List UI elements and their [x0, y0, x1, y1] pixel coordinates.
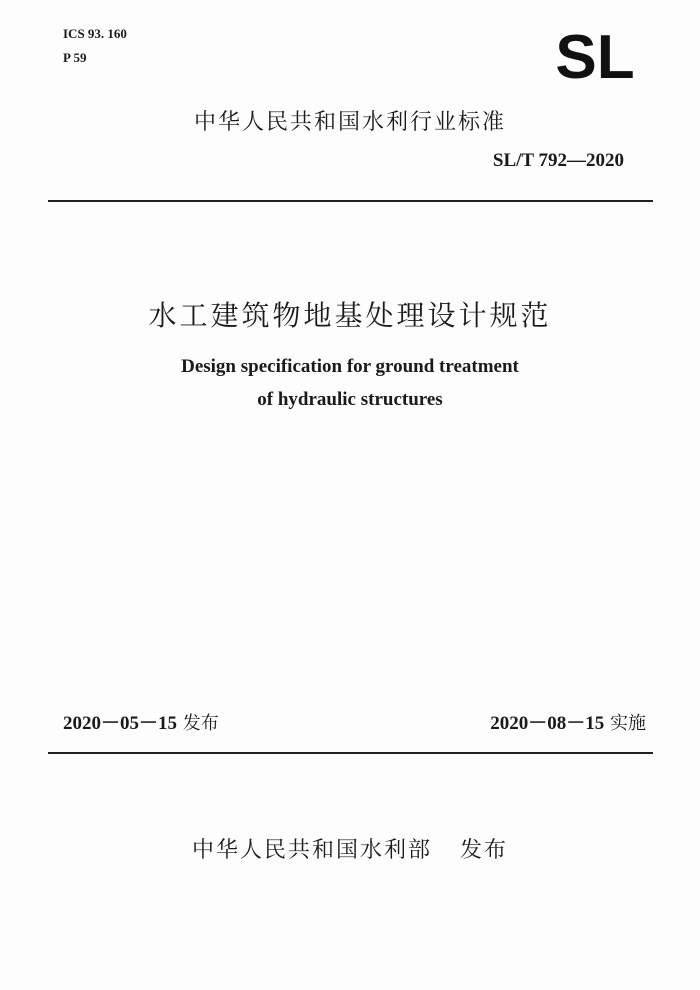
implement-date: 2020－08－15	[490, 713, 605, 734]
standard-category: 中华人民共和国水利行业标准	[193, 110, 506, 135]
top-divider	[48, 200, 653, 202]
issue-date: 2020－05－15	[63, 713, 178, 734]
publisher-action: 发布	[460, 838, 509, 863]
implement-label: 实施	[610, 713, 646, 734]
publisher-name: 中华人民共和国水利部	[191, 838, 432, 863]
title-english-line1: Design specification for ground treatment	[181, 356, 519, 377]
title-english-line2: of hydraulic structures	[257, 389, 443, 410]
issue-label: 发布	[182, 713, 219, 734]
title-english	[0, 350, 700, 416]
sl-logo-text: SL	[555, 26, 635, 82]
issue-date-block	[63, 708, 219, 735]
implement-date-block	[490, 708, 646, 735]
sl-logo	[540, 26, 650, 82]
standard-number: SL/T 792—2020	[492, 150, 624, 171]
bottom-divider	[48, 752, 653, 754]
classification-code: P 59	[63, 50, 87, 65]
publisher	[0, 833, 700, 864]
ics-code: ICS 93. 160	[63, 26, 127, 41]
title-chinese: 水工建筑物地基处理设计规范	[148, 299, 552, 332]
